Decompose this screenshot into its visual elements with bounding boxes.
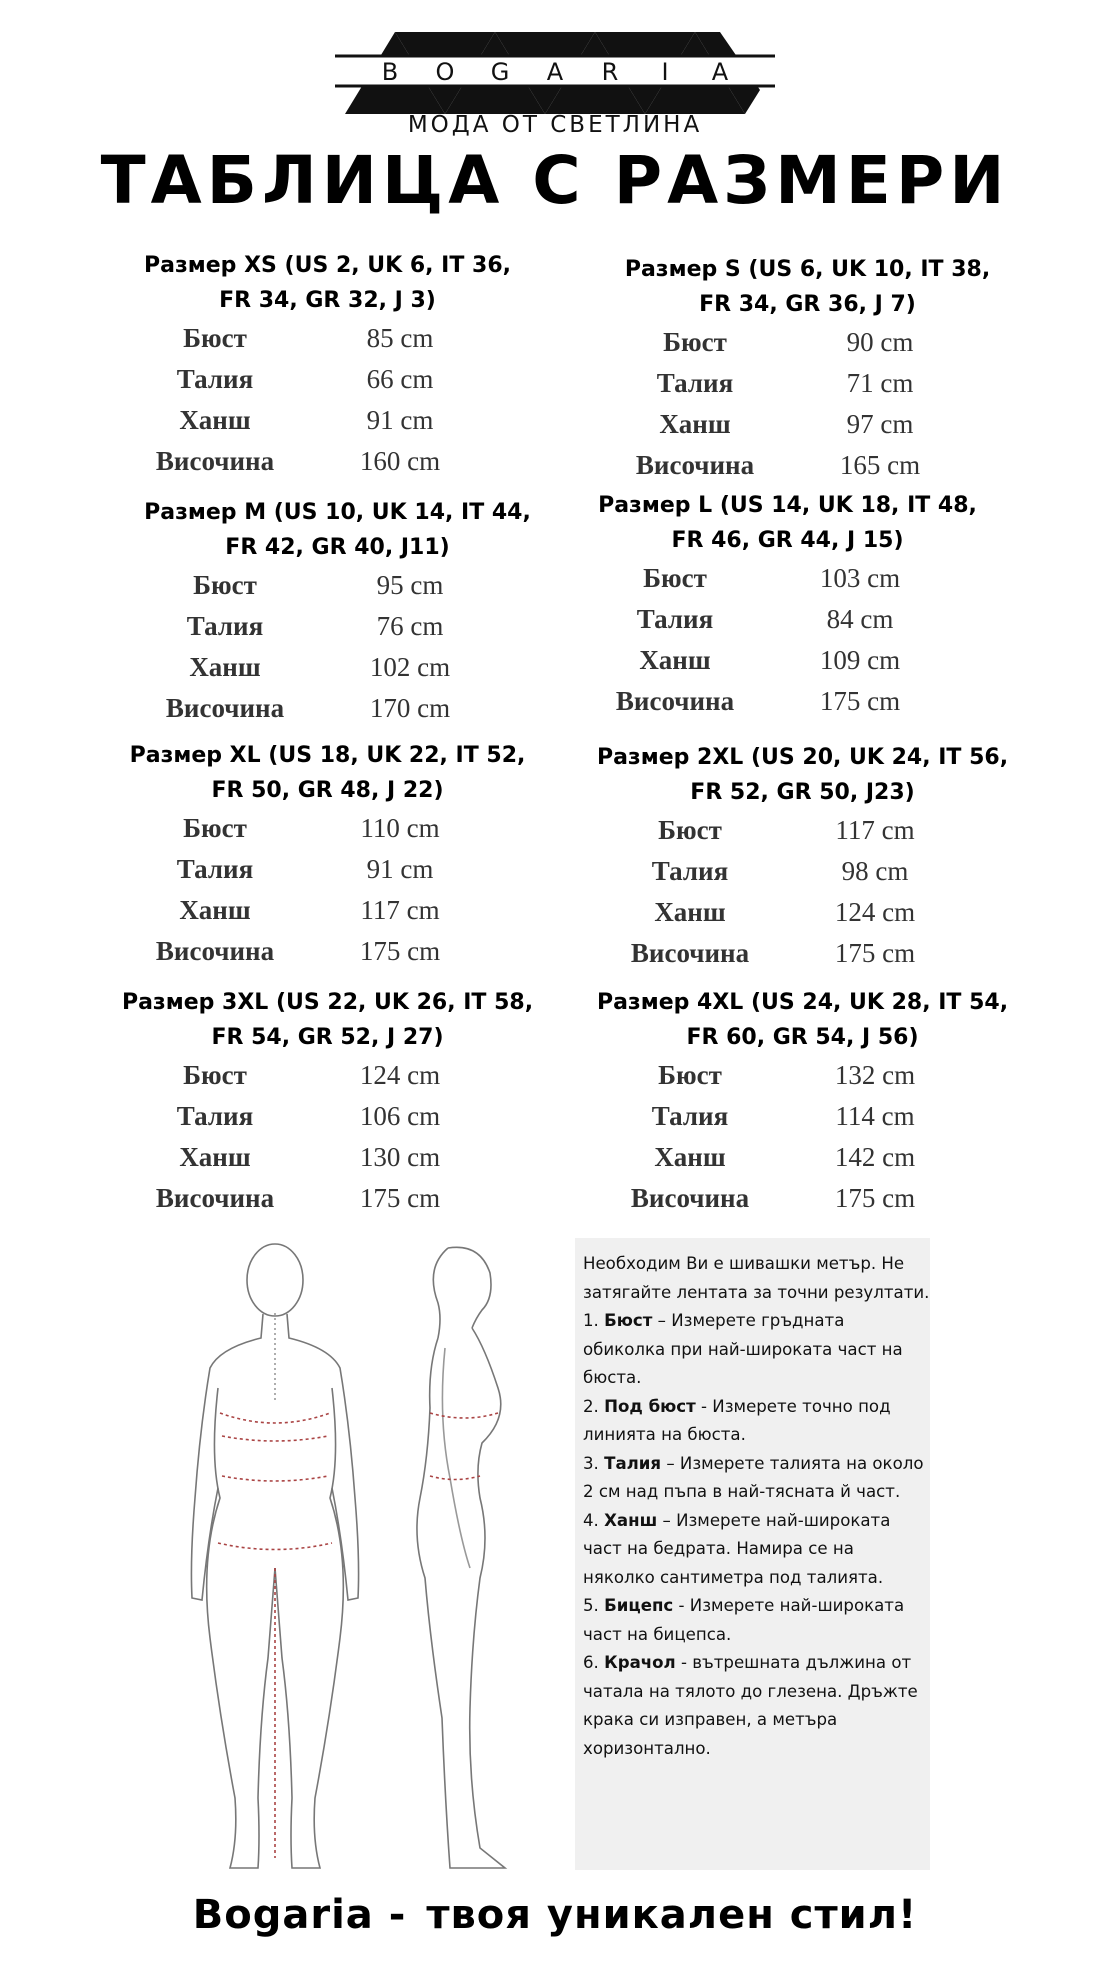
waist-label: Талия xyxy=(176,364,254,394)
size-block-xl xyxy=(100,738,555,972)
waist-row xyxy=(580,363,1035,404)
waist-value: 71 cm xyxy=(846,368,914,398)
instruction-item xyxy=(583,1649,930,1763)
waist-label: Талия xyxy=(186,611,264,641)
waist-label: Талия xyxy=(651,856,729,886)
bust-label: Бюст xyxy=(658,815,722,845)
hips-value: 97 cm xyxy=(846,409,914,439)
hips-label: Ханш xyxy=(179,895,251,925)
height-value: 170 cm xyxy=(369,693,451,723)
instruction-term: Бицепс xyxy=(604,1596,674,1615)
waist-value: 98 cm xyxy=(841,856,909,886)
instruction-term: Талия xyxy=(604,1453,662,1473)
height-label: Височина xyxy=(635,450,755,480)
bust-value: 85 cm xyxy=(366,323,434,353)
waist-value: 91 cm xyxy=(366,854,434,884)
size-heading-codes: FR 52, GR 50, J23) xyxy=(690,780,915,805)
waist-row xyxy=(560,599,1015,640)
size-heading: Размер 2XL (US 20, UK 24, IT 56, xyxy=(596,745,1009,770)
page-title: ТАБЛИЦА С РАЗМЕРИ xyxy=(100,142,1010,219)
instruction-item xyxy=(583,1393,930,1450)
waist-label: Талия xyxy=(651,1101,729,1131)
logo-letter: G xyxy=(490,58,510,86)
instruction-term: Бюст xyxy=(604,1311,653,1330)
size-block-2xl xyxy=(575,740,1030,974)
instruction-number: 4. xyxy=(583,1510,599,1530)
height-label: Височина xyxy=(615,686,735,716)
bust-value: 95 cm xyxy=(376,570,444,600)
bust-row xyxy=(100,1055,555,1096)
size-heading: Размер XS (US 2, UK 6, IT 36, xyxy=(144,253,511,278)
instruction-text: – Измерете талията на около 2 см над пъпа в най-тясната й част. xyxy=(583,1453,924,1501)
instruction-text: – Измерете най-широката част на бедрата. Намира се на няколко сантиметра под талията. xyxy=(583,1510,891,1587)
instruction-number: 2. xyxy=(583,1396,599,1416)
hips-row xyxy=(100,890,555,931)
height-label: Височина xyxy=(155,446,275,476)
instruction-number: 3. xyxy=(583,1453,599,1473)
hips-value: 109 cm xyxy=(819,645,901,675)
height-value: 175 cm xyxy=(819,686,901,716)
size-block-s xyxy=(580,252,1035,486)
instruction-number: 6. xyxy=(583,1653,599,1672)
hips-value: 124 cm xyxy=(834,897,916,927)
instruction-item xyxy=(583,1592,930,1649)
waist-value: 66 cm xyxy=(366,364,434,394)
hips-label: Ханш xyxy=(639,645,711,675)
hips-row xyxy=(100,1137,555,1178)
size-heading-codes: FR 46, GR 44, J 15) xyxy=(671,528,904,553)
size-block-4xl xyxy=(575,985,1030,1219)
height-label: Височина xyxy=(630,1183,750,1213)
bust-row xyxy=(575,1055,1030,1096)
logo-letter: O xyxy=(435,58,455,86)
body-figures-illustration xyxy=(180,1238,560,1878)
bust-label: Бюст xyxy=(183,1060,247,1090)
instruction-number: 1. xyxy=(583,1311,599,1330)
waist-value: 106 cm xyxy=(359,1101,441,1131)
height-value: 160 cm xyxy=(359,446,441,476)
height-label: Височина xyxy=(165,693,285,723)
instruction-term: Ханш xyxy=(604,1510,658,1530)
logo-letter: A xyxy=(546,58,564,86)
bust-value: 103 cm xyxy=(819,563,901,593)
hips-row xyxy=(580,404,1035,445)
waist-row xyxy=(100,359,555,400)
bust-row xyxy=(560,558,1015,599)
size-heading-codes: FR 42, GR 40, J11) xyxy=(225,535,450,560)
hips-label: Ханш xyxy=(179,1142,251,1172)
size-heading: Размер L (US 14, UK 18, IT 48, xyxy=(598,493,977,518)
height-row xyxy=(560,681,1015,722)
hips-label: Ханш xyxy=(189,652,261,682)
waist-label: Талия xyxy=(176,854,254,884)
instruction-text: - Измерете най-широката част на бицепса. xyxy=(583,1596,905,1644)
bust-label: Бюст xyxy=(663,327,727,357)
size-heading: Размер 3XL (US 22, UK 26, IT 58, xyxy=(121,990,534,1015)
logo-triangles xyxy=(0,14,1110,124)
waist-row xyxy=(110,606,565,647)
bust-label: Бюст xyxy=(658,1060,722,1090)
waist-value: 76 cm xyxy=(376,611,444,641)
instruction-item xyxy=(583,1450,930,1507)
height-row xyxy=(580,445,1035,486)
hips-label: Ханш xyxy=(654,897,726,927)
height-label: Височина xyxy=(630,938,750,968)
bust-label: Бюст xyxy=(183,813,247,843)
height-row xyxy=(110,688,565,729)
logo-letter: R xyxy=(601,58,619,86)
height-value: 175 cm xyxy=(359,1183,441,1213)
bust-row xyxy=(110,565,565,606)
hips-row xyxy=(575,1137,1030,1178)
hips-row xyxy=(110,647,565,688)
waist-value: 114 cm xyxy=(835,1101,915,1131)
bust-label: Бюст xyxy=(643,563,707,593)
size-heading-codes: FR 34, GR 32, J 3) xyxy=(219,288,436,313)
hips-value: 102 cm xyxy=(369,652,451,682)
instruction-term: Крачол xyxy=(604,1653,676,1672)
waist-row xyxy=(100,1096,555,1137)
size-heading-codes: FR 60, GR 54, J 56) xyxy=(686,1025,919,1050)
hips-value: 142 cm xyxy=(834,1142,916,1172)
waist-label: Талия xyxy=(176,1101,254,1131)
waist-row xyxy=(100,849,555,890)
hips-value: 130 cm xyxy=(359,1142,441,1172)
height-row xyxy=(100,1178,555,1219)
measurement-instructions xyxy=(575,1238,930,1870)
height-row xyxy=(100,441,555,482)
size-heading-codes: FR 50, GR 48, J 22) xyxy=(211,778,444,803)
footer-tagline: твоя уникален стил! xyxy=(426,1892,918,1938)
bust-value: 132 cm xyxy=(834,1060,916,1090)
height-value: 175 cm xyxy=(834,938,916,968)
logo-letter: B xyxy=(381,58,399,86)
hips-label: Ханш xyxy=(179,405,251,435)
hips-label: Ханш xyxy=(659,409,731,439)
footer-slogan xyxy=(0,1892,1110,1938)
bust-value: 117 cm xyxy=(835,815,915,845)
size-block-l xyxy=(560,488,1015,722)
bust-row xyxy=(100,318,555,359)
height-value: 165 cm xyxy=(839,450,921,480)
bust-label: Бюст xyxy=(193,570,257,600)
waist-row xyxy=(575,1096,1030,1137)
bust-row xyxy=(100,808,555,849)
waist-label: Талия xyxy=(636,604,714,634)
bust-value: 124 cm xyxy=(359,1060,441,1090)
height-value: 175 cm xyxy=(834,1183,916,1213)
brand-tagline: МОДА ОТ СВЕТЛИНА xyxy=(407,112,703,138)
size-heading: Размер S (US 6, UK 10, IT 38, xyxy=(624,257,991,282)
height-label: Височина xyxy=(155,936,275,966)
height-row xyxy=(575,1178,1030,1219)
waist-value: 84 cm xyxy=(826,604,894,634)
bust-value: 90 cm xyxy=(846,327,914,357)
instruction-term: Под бюст xyxy=(604,1396,696,1416)
waist-row xyxy=(575,851,1030,892)
bust-row xyxy=(575,810,1030,851)
bust-label: Бюст xyxy=(183,323,247,353)
size-heading-codes: FR 54, GR 52, J 27) xyxy=(211,1025,444,1050)
instructions-intro: Необходим Ви е шивашки метър. Не затягайте лентата за точни резултати. xyxy=(583,1254,930,1302)
size-block-xs xyxy=(100,248,555,482)
waist-label: Талия xyxy=(656,368,734,398)
hips-row xyxy=(100,400,555,441)
hips-row xyxy=(560,640,1015,681)
size-block-m xyxy=(110,495,565,729)
instruction-text: – Измерете гръдната обиколка при най-широката част на бюста. xyxy=(583,1311,903,1387)
logo-letter: A xyxy=(711,58,729,86)
height-row xyxy=(575,933,1030,974)
height-value: 175 cm xyxy=(359,936,441,966)
footer-brand: Bogaria - xyxy=(192,1892,407,1938)
instruction-item xyxy=(583,1507,930,1593)
instruction-number: 5. xyxy=(583,1596,599,1615)
hips-label: Ханш xyxy=(654,1142,726,1172)
hips-value: 117 cm xyxy=(360,895,440,925)
size-heading: Размер M (US 10, UK 14, IT 44, xyxy=(144,500,531,525)
size-heading-codes: FR 34, GR 36, J 7) xyxy=(699,292,916,317)
bust-row xyxy=(580,322,1035,363)
height-row xyxy=(100,931,555,972)
body-outline-icon xyxy=(180,1238,560,1878)
size-block-3xl xyxy=(100,985,555,1219)
logo-letter: I xyxy=(661,58,669,86)
bust-value: 110 cm xyxy=(360,813,440,843)
instruction-item xyxy=(583,1307,930,1393)
instruction-text: - вътрешната дължина от чатала на тялото до глезена. Дръжте крака си изправен, а метъра хоризонтално. xyxy=(583,1653,918,1758)
size-heading: Размер XL (US 18, UK 22, IT 52, xyxy=(129,743,526,768)
hips-row xyxy=(575,892,1030,933)
hips-value: 91 cm xyxy=(366,405,434,435)
size-heading: Размер 4XL (US 24, UK 28, IT 54, xyxy=(596,990,1009,1015)
instruction-text: - Измерете точно под линията на бюста. xyxy=(583,1396,891,1444)
height-label: Височина xyxy=(155,1183,275,1213)
